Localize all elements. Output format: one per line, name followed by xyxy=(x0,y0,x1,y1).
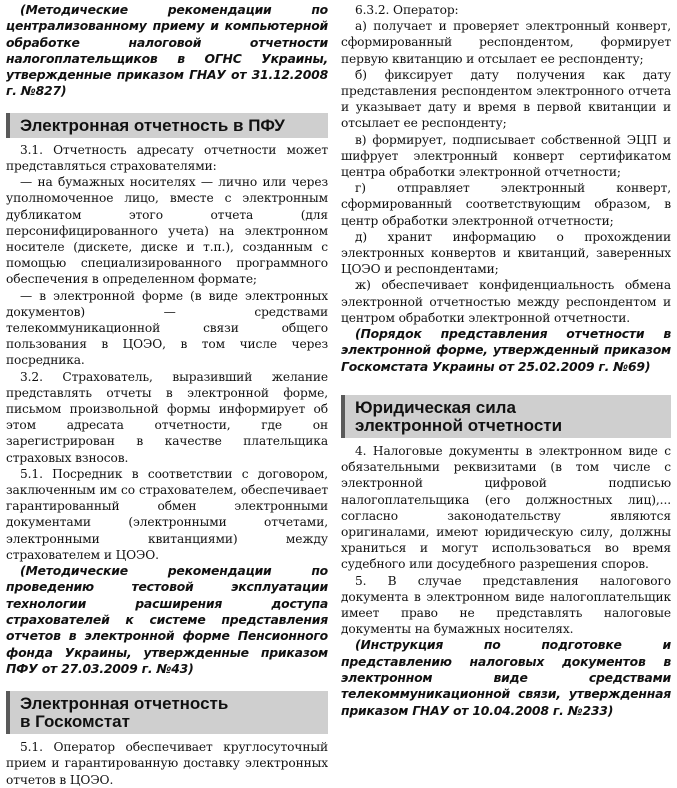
legal-paragraph-1: 4. Налоговые документы в электронном виде с обязательными реквизитами (в том числе с электронной цифровой подписью налогоплательщика (его должностных лиц),... согласно законодательству являются оригиналами, имеют юридическую силу, должны храниться и могут использоваться во время судебного или досудебного разрешения споров. xyxy=(341,443,671,572)
pfu-paragraph-3: — в электронной форме (в виде электронных документов) — средствами телекоммуникационной связи общего пользования в ЦОЭО, в том числе через посредника. xyxy=(6,288,328,368)
intro-citation: (Методические рекомендации по централизованному приему и компьютерной обработке налоговой отчетности налогоплательщиков в ОГНС Украины, утвержденные приказом ГНАУ от 31.12.2008 г. №827) xyxy=(6,2,328,99)
pfu-heading xyxy=(6,113,328,138)
goskomstat-citation: (Порядок представления отчетности в электронной форме, утвержденный приказом Госкомстата Украины от 25.02.2009 г. №69) xyxy=(341,326,671,374)
operator-item-g: г) отправляет электронный конверт, сформированный соответствующим образом, в центр обработки электронной отчетности; xyxy=(341,181,671,228)
operator-item-zh: ж) обеспечивает конфиденциальность обмена электронной отчетностью между респондентом и центром обработки электронной отчетности. xyxy=(341,278,671,325)
legal-paragraph-2: 5. В случае представления налогового документа в электронном виде налогоплательщик имеет право не представлять налоговые документы на бумажных носителях. xyxy=(341,573,671,637)
operator-item-v: в) формирует, подписывает собственной ЭЦП и шифрует электронный конверт сертификатом центра обработки электронной отчетности; xyxy=(341,132,671,180)
legal-force-heading xyxy=(341,395,671,438)
pfu-citation: (Методические рекомендации по проведению тестовой эксплуатации технологии расширения доступа страхователей к системе представления отчетов в электронной форме Пенсионного фонда Украины, утвержденные приказом ПФУ от 27.03.2009 г. №43) xyxy=(6,563,328,676)
legal-citation: (Инструкция по подготовке и представлению налоговых документов в электронном виде средствами телекоммуникационной связи, утвержденная приказом ГНАУ от 10.04.2008 г. №233) xyxy=(341,637,671,718)
pfu-paragraph-2: — на бумажных носителях — лично или через уполномоченное лицо, вместе с электронным дубликатом этого отчета (для персонифицированного учета) на электронном носителе (дискете, диске и т.п.), созданным с помощью специализированного программного обеспечения в определенном формате; xyxy=(6,175,328,287)
legal-force-heading-line2: электронной отчетности xyxy=(355,415,563,435)
goskomstat-paragraph: 5.1. Оператор обеспечивает круглосуточный прием и гарантированную доставку электронных отчетов в ЦОЭО. xyxy=(6,740,328,787)
legal-force-heading-line1: Юридическая сила xyxy=(355,397,516,417)
pfu-heading-text: Электронная отчетность в ПФУ xyxy=(20,115,285,135)
goskomstat-heading-line1: Электронная отчетность xyxy=(20,694,229,714)
operator-item-d: д) хранит информацию о прохождении электронных конвертов и квитанций, заверенных ЦОЭО и респондентами; xyxy=(341,229,671,277)
operator-intro: 6.3.2. Оператор: xyxy=(355,3,459,17)
goskomstat-heading xyxy=(6,691,328,734)
pfu-section xyxy=(6,142,328,677)
pfu-paragraph-4: 3.2. Страхователь, выразивший желание представлять отчеты в электронной форме, письмом произвольной формы информирует об этом адресата отчетности, где он зарегистрирован в качестве плательщика страховых взносов. xyxy=(6,369,328,465)
right-column xyxy=(341,0,671,719)
pfu-paragraph-5: 5.1. Посредник в соответствии с договором, заключенным им со страхователем, обеспечивает гарантированный обмен электронными документами (электронными отчетами, электронными квитанциями) между страхователем и ЦОЭО. xyxy=(6,466,328,562)
operator-item-b: б) фиксирует дату получения как дату представления респондентом электронного отчета и указывает дату и время в первой квитанции и отсылает ее респонденту; xyxy=(341,67,671,131)
goskomstat-heading-line2: в Госкомстат xyxy=(20,712,130,732)
pfu-paragraph-1: 3.1. Отчетность адресату отчетности может представляться страхователями: xyxy=(6,142,328,173)
left-column xyxy=(6,0,328,788)
legal-force-section xyxy=(341,443,671,719)
operator-item-a: а) получает и проверяет электронный конверт, сформированный респондентом, формирует первую квитанцию и отсылает ее респонденту; xyxy=(341,19,671,66)
